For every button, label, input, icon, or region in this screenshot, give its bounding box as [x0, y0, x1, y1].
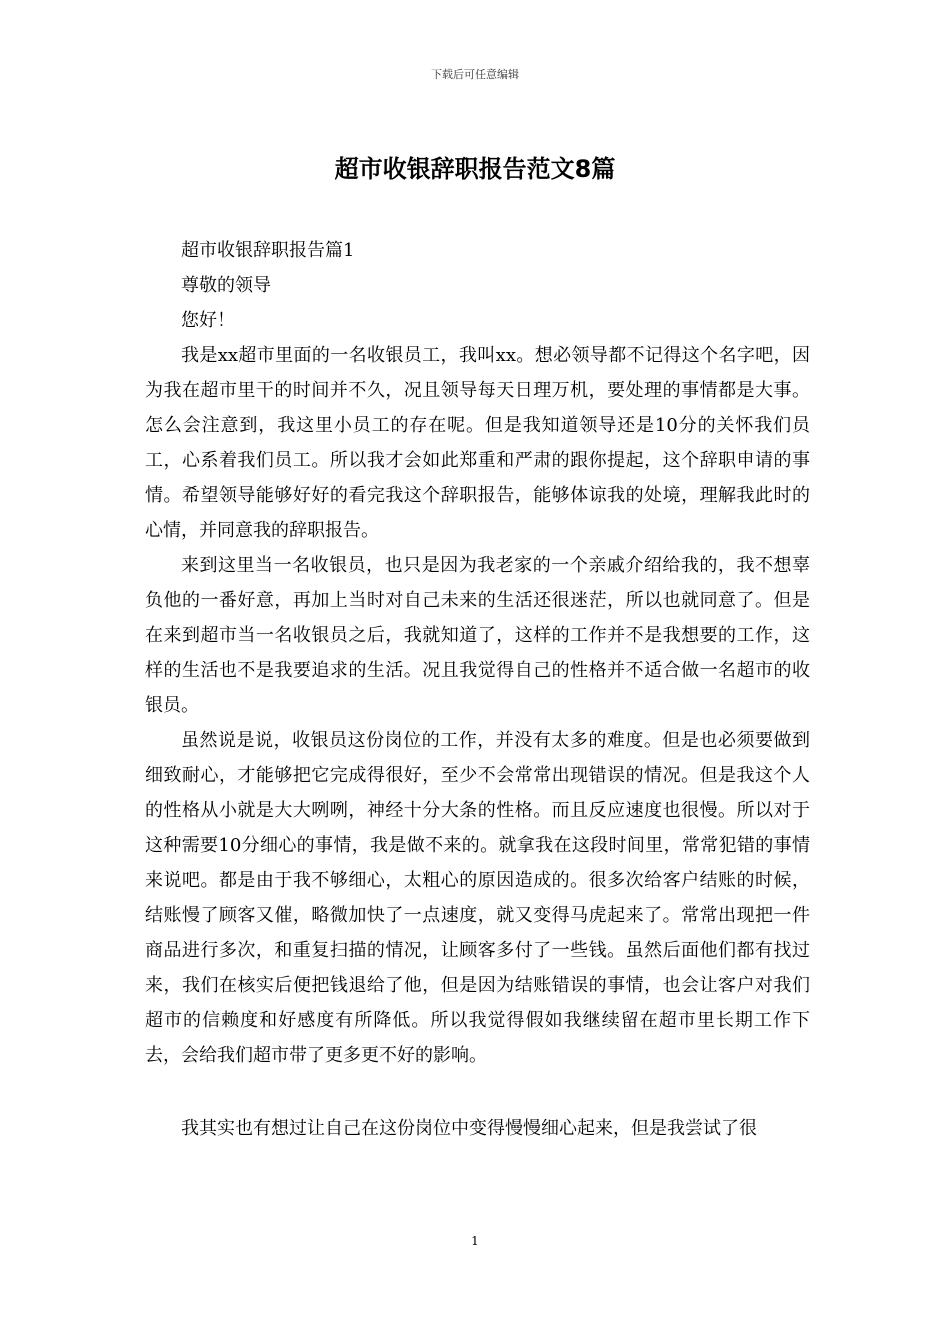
section-heading: 超市收银辞职报告篇1 — [181, 240, 355, 261]
body-paragraph: 我其实也有想过让自己在这份岗位中变得慢慢细心起来，但是我尝试了很 — [181, 1118, 757, 1139]
body-paragraph: 我是xx超市里面的一名收银员工，我叫xx。想必领导都不记得这个名字吧，因为我在超市里干的时间并不久，况且领导每天日理万机，要处理的事情都是大事。怎么会注意到，我这里小员工的存在呢。但是我知道领导还是10分的关怀我们员工，心系着我们员工。所以我才会如此郑重和严肃的跟你提起，这个辞职申请的事情。希望领导能够好好的看完我这个辞职报告，能够体谅我的处境，理解我此时的心情，并同意我的辞职报告。 — [145, 345, 810, 541]
document-body — [145, 233, 810, 1146]
body-paragraph: 来到这里当一名收银员，也只是因为我老家的一个亲戚介绍给我的，我不想辜负他的一番好意，再加上当时对自己未来的生活还很迷茫，所以也就同意了。但是在来到超市当一名收银员之后，我就知道了，这样的工作并不是我想要的工作，这样的生活也不是我要追求的生活。况且我觉得自己的性格并不适合做一名超市的收银员。 — [145, 555, 810, 716]
body-paragraph: 虽然说是说，收银员这份岗位的工作，并没有太多的难度。但是也必须要做到细致耐心，才能够把它完成得很好，至少不会常常出现错误的情况。但是我这个人的性格从小就是大大咧咧，神经十分大条的性格。而且反应速度也很慢。所以对于这种需要10分细心的事情，我是做不来的。就拿我在这段时间里，常常犯错的事情来说吧。都是由于我不够细心，太粗心的原因造成的。很多次给客户结账的时候，结账慢了顾客又催，略微加快了一点速度，就又变得马虎起来了。常常出现把一件商品进行多次，和重复扫描的情况，让顾客多付了一些钱。虽然后面他们都有找过来，我们在核实后便把钱退给了他，但是因为结账错误的事情，也会让客户对我们超市的信赖度和好感度有所降低。所以我觉得假如我继续留在超市里长期工作下去，会给我们超市带了更多更不好的影响。 — [145, 730, 810, 1066]
salutation: 尊敬的领导 — [181, 275, 271, 296]
page-number: 1 — [471, 1234, 479, 1248]
page-header-note: 下载后可任意编辑 — [431, 68, 519, 81]
document-title: 超市收银辞职报告范文8篇 — [334, 155, 616, 183]
greeting: 您好！ — [181, 310, 235, 331]
